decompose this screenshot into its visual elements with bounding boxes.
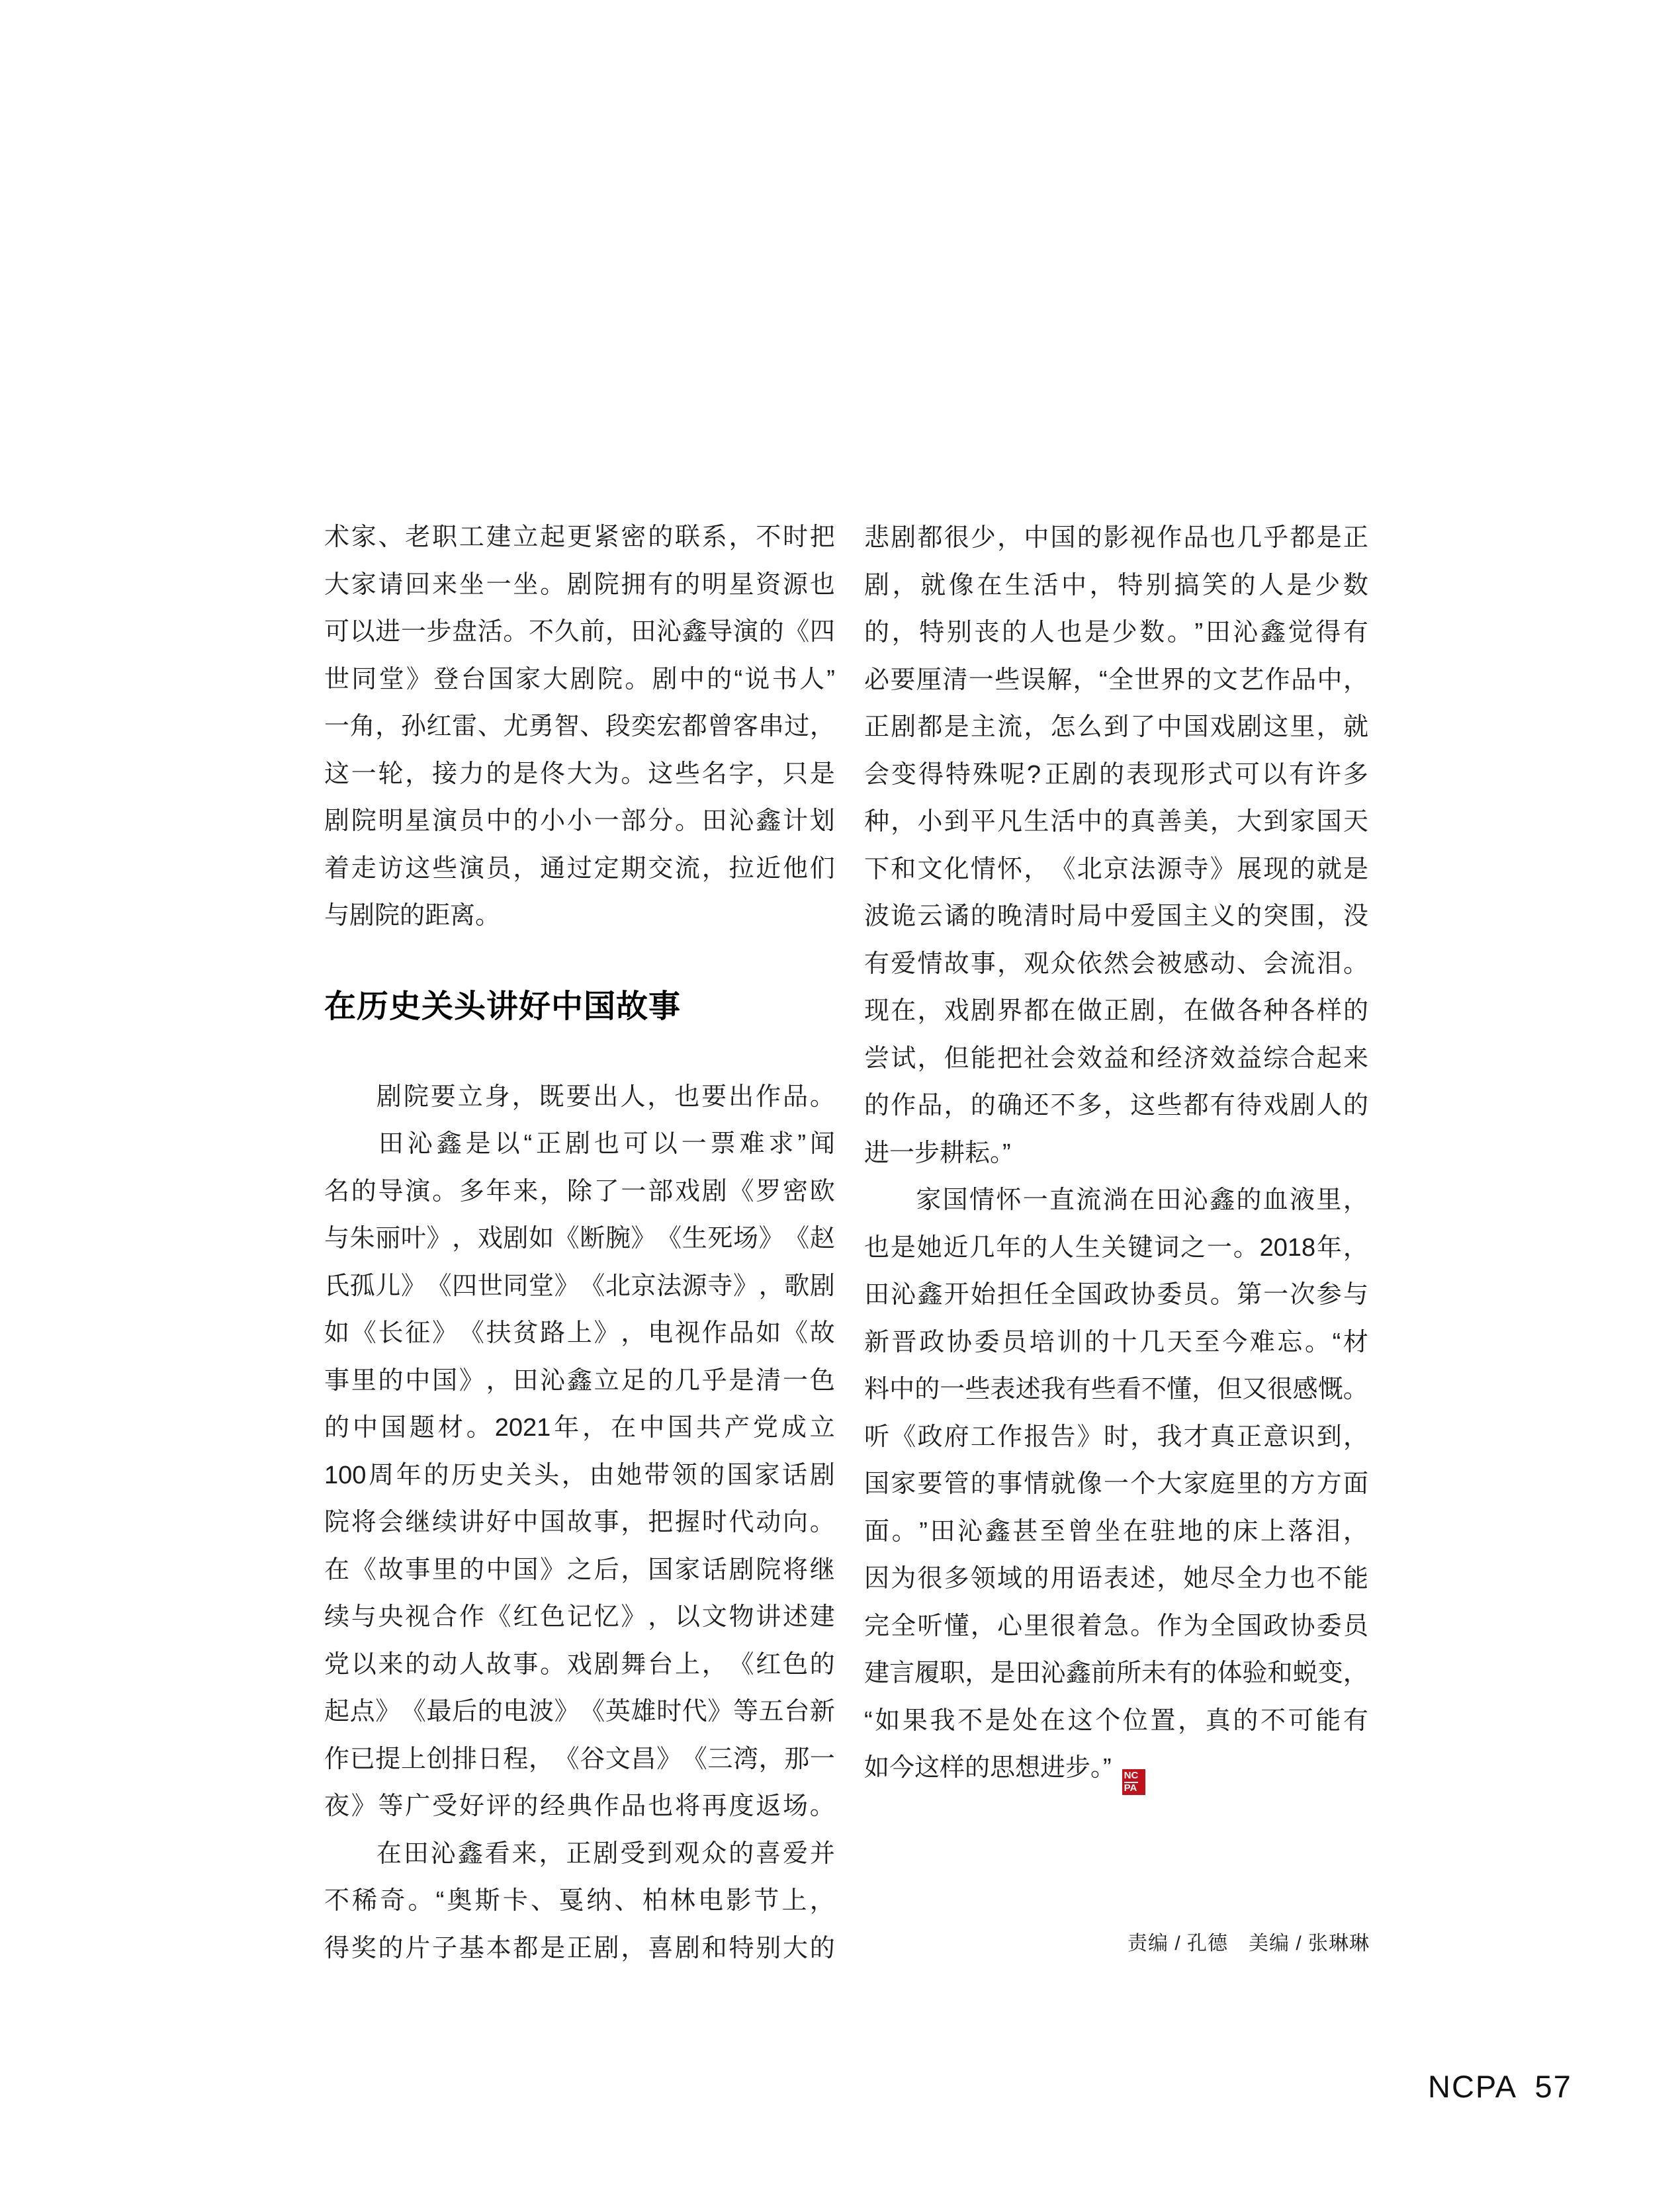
text-line: 种 ， 小 到 平 凡 生 活 中 的 真 善 美 ， 大 到 家 国 天: [864, 808, 1368, 836]
text-line: 起 点 》 《 最 后 的 电 波 》 《 英 雄 时 代 》 等 五 台 新: [324, 1698, 835, 1726]
text-line: 事 里 的 中 国 》 ， 田 沁 鑫 立 足 的 几 乎 是 清 一 色: [324, 1366, 835, 1395]
text-line: 这 一 轮 ， 接 力 的 是 佟 大 为 。 这 些 名 字 ， 只 是: [324, 760, 835, 788]
text-line: 的 中 国 题 材 。 2021 年 ， 在 中 国 共 产 党 成 立: [324, 1414, 835, 1442]
text-line: 新 晋 政 协 委 员 培 训 的 十 几 天 至 今 难 忘 。 “ 材: [864, 1328, 1368, 1356]
text-line: 悲 剧 都 很 少 ， 中 国 的 影 视 作 品 也 几 乎 都 是 正: [864, 524, 1368, 552]
text-line: 下 和 文 化 情 怀 ， 《 北 京 法 源 寺 》 展 现 的 就 是: [864, 855, 1368, 883]
text-line: 剧 院 明 星 演 员 中 的 小 小 一 部 分 。 田 沁 鑫 计 划: [324, 807, 835, 835]
text-line: “ 如 果 我 不 是 处 在 这 个 位 置 ， 真 的 不 可 能 有: [864, 1706, 1368, 1735]
text-line: 氏 孤 儿 》 《 四 世 同 堂 》 《 北 京 法 源 寺 》 ， 歌 剧: [324, 1272, 835, 1300]
editor-credits: 责编 / 孔德 美编 / 张琳琳: [1127, 1933, 1370, 1954]
text-line: 术 家 、 老 职 工 建 立 起 更 紧 密 的 联 系 ， 不 时 把: [324, 523, 835, 551]
section-heading: 在历史关头讲好中国故事: [324, 988, 682, 1024]
text-line: 料 中 的 一 些 表 述 我 有 些 看 不 懂 ， 但 又 很 感 慨 。: [864, 1376, 1368, 1403]
text-line: 作 已 提 上 创 排 日 程 ， 《 谷 文 昌 》 《 三 湾 ， 那 一: [324, 1745, 835, 1773]
text-line: 家 国 情 怀 一 直 流 淌 在 田 沁 鑫 的 血 液 里 ，: [916, 1186, 1368, 1214]
text-line: 完 全 听 懂 ， 心 里 很 着 急 。 作 为 全 国 政 协 委 员: [864, 1612, 1368, 1640]
left-text-column: [324, 514, 835, 1972]
text-line: 续 与 央 视 合 作 《 红 色 记 忆 》 ， 以 文 物 讲 述 建: [324, 1603, 835, 1631]
text-line: 尝 试 ， 但 能 把 社 会 效 益 和 经 济 效 益 综 合 起 来: [864, 1044, 1368, 1072]
text-line: 与剧院的距离。: [324, 902, 501, 930]
text-line: 党 以 来 的 动 人 故 事 。 戏 剧 舞 台 上 ， 《 红 色 的: [324, 1650, 835, 1679]
text-line: 有 爱 情 故 事 ， 观 众 依 然 会 被 感 动 、 会 流 泪 。: [864, 949, 1368, 978]
text-line: 也 是 她 近 几 年 的 人 生 关 键 词 之 一 。 2018 年 ，: [864, 1233, 1368, 1262]
right-text-column: [864, 515, 1368, 1792]
text-line: 的 ， 特 别 丧 的 人 也 是 少 数 。 ” 田 沁 鑫 觉 得 有: [864, 619, 1368, 646]
text-line: 着 走 访 这 些 演 员 ， 通 过 定 期 交 流 ， 拉 近 他 们: [324, 854, 835, 883]
text-line: 的 作 品 ， 的 确 还 不 多 ， 这 些 都 有 待 戏 剧 人 的: [864, 1092, 1368, 1119]
text-line: 面 。 ” 田 沁 鑫 甚 至 曾 坐 在 驻 地 的 床 上 落 泪 ，: [864, 1517, 1368, 1546]
text-line: 与 朱 丽 叶 》 ， 戏 剧 如 《 断 腕 》 《 生 死 场 》 《 赵: [324, 1225, 835, 1252]
text-line: 波 诡 云 谲 的 晚 清 时 局 中 爱 国 主 义 的 突 围 ， 没: [864, 902, 1368, 930]
text-line: 田 沁 鑫 是 以 “ 正 剧 也 可 以 一 票 难 求 ” 闻: [378, 1130, 835, 1158]
text-line: 大 家 请 回 来 坐 一 坐 。 剧 院 拥 有 的 明 星 资 源 也: [324, 570, 835, 599]
text-line: 听 《 政 府 工 作 报 告 》 时 ， 我 才 真 正 意 识 到 ，: [864, 1422, 1368, 1451]
text-line: 在 田 沁 鑫 看 来 ， 正 剧 受 到 观 众 的 喜 爱 并: [376, 1839, 835, 1868]
text-line: 名 的 导 演 。 多 年 来 ， 除 了 一 部 戏 剧 《 罗 密 欧: [324, 1177, 835, 1205]
text-line: 国 家 要 管 的 事 情 就 像 一 个 大 家 庭 里 的 方 方 面: [864, 1470, 1368, 1498]
text-line: 进一步耕耘。”: [864, 1139, 1011, 1167]
text-line: 得 奖 的 片 子 基 本 都 是 正 剧 ， 喜 剧 和 特 别 大 的: [324, 1934, 835, 1962]
text-line: 建 言 履 职 ， 是 田 沁 鑫 前 所 未 有 的 体 验 和 蜕 变 ，: [864, 1659, 1368, 1687]
text-line: 正 剧 都 是 主 流 ， 怎 么 到 了 中 国 戏 剧 这 里 ， 就: [864, 713, 1368, 741]
text-line: 如今这样的思想进步。” $\frac{NC}{PA}$: [864, 1745, 1368, 1792]
text-line: 夜 》 等 广 受 好 评 的 经 典 作 品 也 将 再 度 返 场 。: [324, 1792, 835, 1820]
text-line: 剧 ， 就 像 在 生 活 中 ， 特 别 搞 笑 的 人 是 少 数: [864, 571, 1368, 599]
text-line: 院 将 会 继 续 讲 好 中 国 故 事 ， 把 握 时 代 动 向 。: [324, 1509, 835, 1536]
text-line: 世 同 堂 》 登 台 国 家 大 剧 院 。 剧 中 的 “ 说 书 人 ”: [324, 665, 835, 693]
text-line: 100 周 年 的 历 史 关 头 ， 由 她 带 领 的 国 家 话 剧: [324, 1461, 835, 1489]
text-line: 在 《 故 事 里 的 中 国 》 之 后 ， 国 家 话 剧 院 将 继: [324, 1555, 835, 1584]
text-line: 一 角 ， 孙 红 雷 、 尤 勇 智 、 段 奕 宏 都 曾 客 串 过 ，: [324, 713, 835, 740]
text-line: 必 要 厘 清 一 些 误 解 ， “ 全 世 界 的 文 艺 作 品 中 ，: [864, 666, 1368, 694]
text-line: 现 在 ， 戏 剧 界 都 在 做 正 剧 ， 在 做 各 种 各 样 的: [864, 997, 1368, 1025]
ncpa-end-mark-icon: $\frac{NC}{PA}$: [1122, 1769, 1145, 1795]
page-number-label: NCPA 57: [1428, 2069, 1572, 2104]
text-line: 剧 院 要 立 身 ， 既 要 出 人 ， 也 要 出 作 品 。: [376, 1082, 835, 1111]
text-line: 因 为 很 多 领 域 的 用 语 表 述 ， 她 尽 全 力 也 不 能: [864, 1565, 1368, 1593]
text-line: 如 《 长 征 》 《 扶 贫 路 上 》 ， 电 视 作 品 如 《 故: [324, 1319, 835, 1347]
text-line: 田 沁 鑫 开 始 担 任 全 国 政 协 委 员 。 第 一 次 参 与: [864, 1281, 1368, 1309]
text-line: 可 以 进 一 步 盘 活 。 不 久 前 ， 田 沁 鑫 导 演 的 《 四: [324, 618, 835, 646]
text-line: 不 稀 奇 。 “ 奥 斯 卡 、 戛 纳 、 柏 林 电 影 节 上 ，: [324, 1887, 835, 1915]
text-line: 会 变 得 特 殊 呢 ? 正 剧 的 表 现 形 式 可 以 有 许 多: [864, 760, 1368, 789]
